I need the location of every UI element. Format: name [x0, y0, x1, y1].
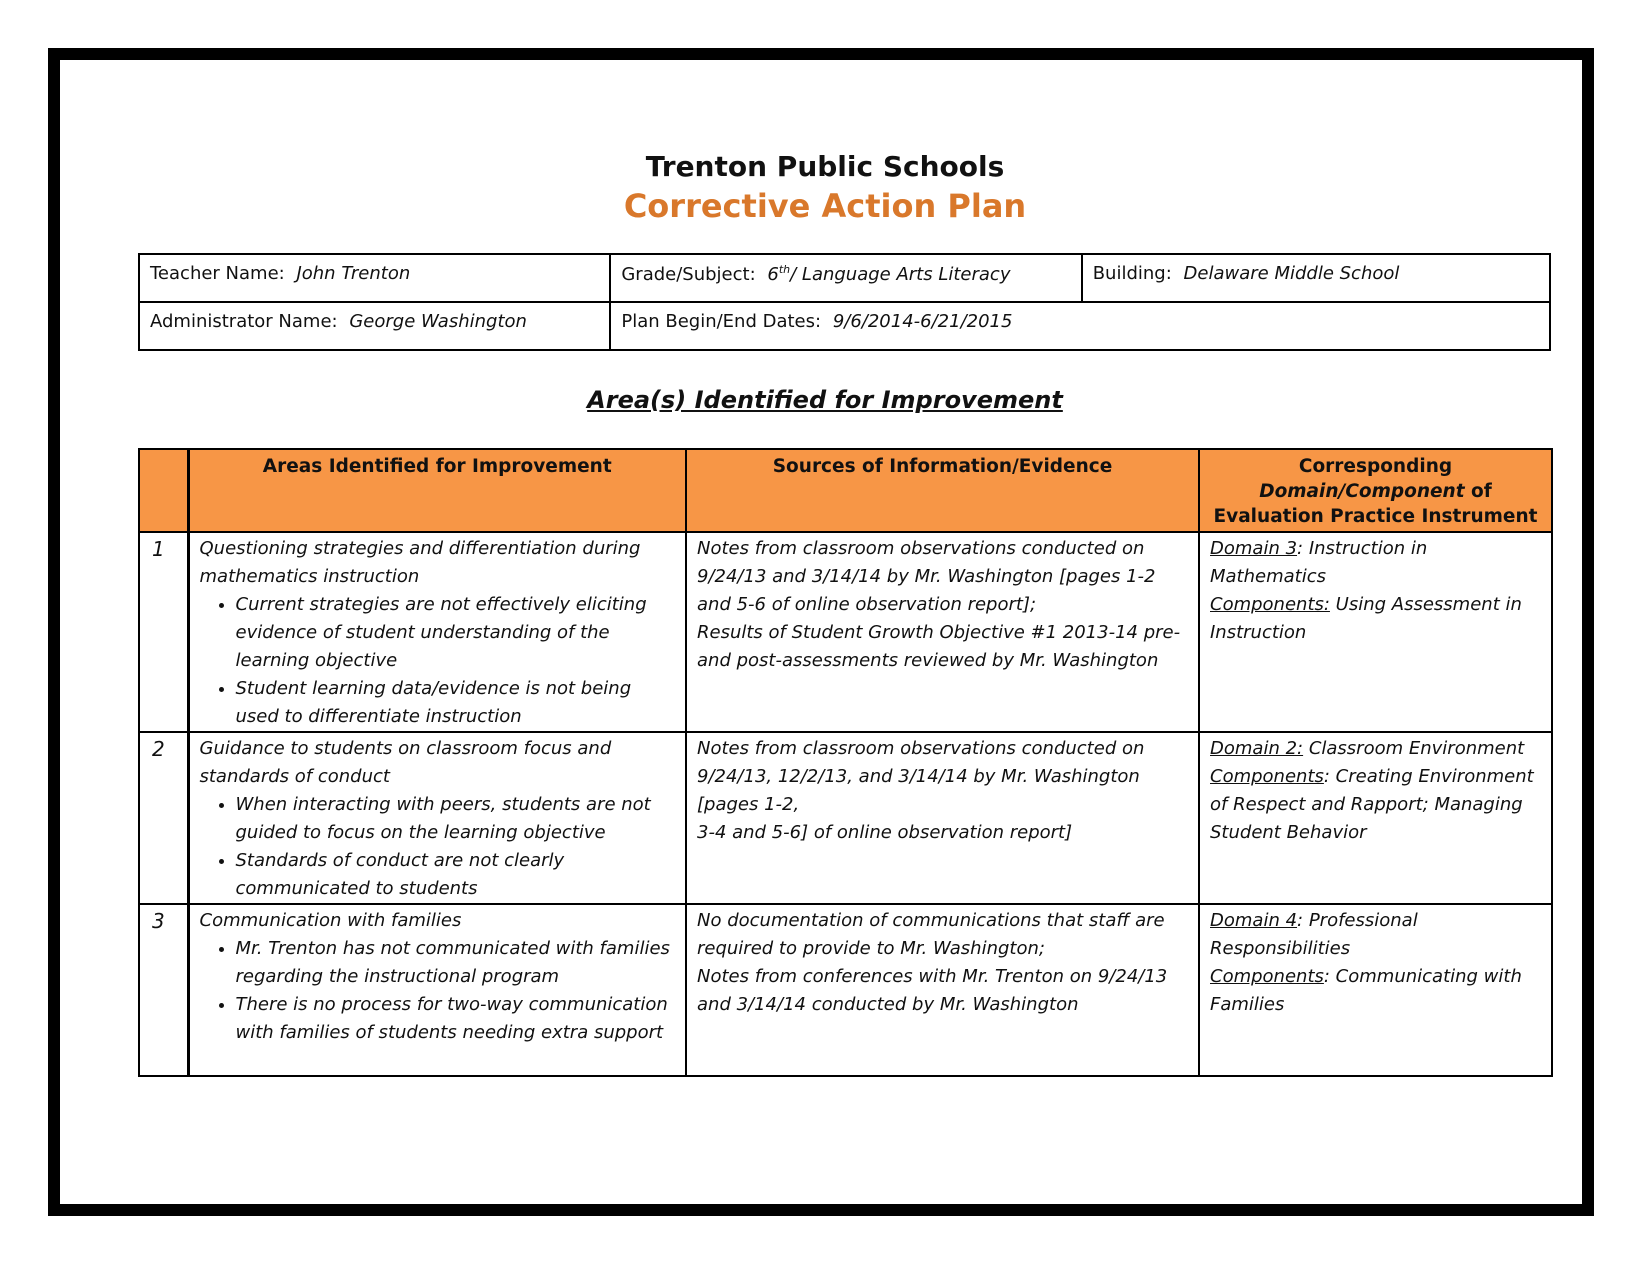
sources-cell — [686, 904, 1199, 1076]
teacher-name-cell — [139, 254, 610, 302]
document-header — [0, 148, 1650, 226]
sources-header: Sources of Information/Evidence — [686, 449, 1199, 532]
source-text: 3-4 and 5-6] of online observation report] — [697, 822, 1073, 843]
domain-label: Domain 3 — [1210, 538, 1298, 559]
components-text: Using Assessment in Instruction — [1210, 594, 1522, 643]
components-label: Components — [1210, 766, 1324, 787]
area-bullet: • Mr. Trenton has not communicated with families regarding the instructional program — [236, 935, 676, 991]
building-cell — [1082, 254, 1550, 302]
domain-label: Domain 4 — [1210, 910, 1298, 931]
school-name: Trenton Public Schools — [645, 150, 1005, 183]
plan-dates-label: Plan Begin/End Dates: — [621, 311, 822, 332]
table-header-row — [139, 449, 1552, 532]
domain-label: Domain 2: — [1210, 738, 1304, 759]
domain-cell — [1199, 904, 1552, 1076]
area-bullet: • There is no process for two-way communication with families of students needing extra support — [236, 991, 676, 1047]
area-cell — [188, 904, 686, 1076]
table-row — [139, 732, 1552, 904]
domain-header — [1199, 449, 1552, 532]
grade-number: 6 — [767, 264, 779, 285]
source-text: No documentation of communications that staff are required to provide to Mr. Washington; — [697, 910, 1165, 959]
area-bullets — [200, 935, 676, 1047]
grade-subject-cell — [610, 254, 1081, 302]
index-header — [139, 449, 188, 532]
plan-dates-value: 9/6/2014-6/21/2015 — [832, 311, 1013, 332]
domain-cell — [1199, 732, 1552, 904]
grade-subject-value — [761, 264, 1010, 285]
area-bullet: • Standards of conduct are not clearly communicated to students — [236, 847, 676, 903]
sources-cell — [686, 732, 1199, 904]
source-text: Notes from classroom observations conducted on 9/24/13, 12/2/13, and 3/14/14 by Mr. Washington [pages 1-2, — [697, 738, 1145, 815]
building-label: Building: — [1092, 263, 1172, 284]
components-label: Components — [1210, 966, 1324, 987]
teacher-name-label: Teacher Name: — [150, 263, 285, 284]
grade-subject-label: Grade/Subject: — [621, 264, 756, 285]
area-cell — [188, 532, 686, 732]
domain-text: Classroom Environment — [1303, 738, 1525, 759]
area-bullet: • Current strategies are not effectively eliciting evidence of student understanding of the learning objective — [236, 591, 676, 675]
administrator-cell — [139, 302, 610, 350]
section-title: Area(s) Identified for Improvement — [587, 386, 1063, 414]
domain-header-line3: Evaluation Practice Instrument — [1213, 506, 1538, 527]
improvement-areas-table — [138, 448, 1553, 1077]
area-cell — [188, 732, 686, 904]
grade-suffix: th — [778, 263, 791, 276]
area-bullets — [200, 791, 676, 903]
domain-cell — [1199, 532, 1552, 732]
administrator-value: George Washington — [349, 311, 527, 332]
area-text: Questioning strategies and differentiation during mathematics instruction — [199, 538, 641, 587]
source-text: Notes from conferences with Mr. Trenton on 9/24/13 and 3/14/14 conducted by Mr. Washington — [697, 966, 1168, 1015]
area-text: Communication with families — [199, 910, 462, 931]
plan-dates-cell — [610, 302, 1550, 350]
domain-text: : Professional Responsibilities — [1210, 910, 1418, 959]
plan-title: Corrective Action Plan — [623, 187, 1027, 225]
domain-text: : Instruction in Mathematics — [1210, 538, 1428, 587]
table-row — [139, 904, 1552, 1076]
row-number: 2 — [139, 732, 188, 904]
source-text: Notes from classroom observations conducted on 9/24/13 and 3/14/14 by Mr. Washington [pages 1-2 and 5-6 of online observation report]; — [697, 538, 1156, 615]
components-text: : Creating Environment of Respect and Rapport; Managing Student Behavior — [1210, 766, 1534, 843]
subject-text: / Language Arts Literacy — [790, 264, 1011, 285]
row-number: 3 — [139, 904, 188, 1076]
row-number: 1 — [139, 532, 188, 732]
area-bullet: • When interacting with peers, students are not guided to focus on the learning objective — [236, 791, 676, 847]
teacher-info-table — [138, 253, 1551, 351]
area-bullets — [200, 591, 676, 731]
domain-header-line1: Corresponding — [1298, 456, 1453, 477]
components-label: Components: — [1210, 594, 1330, 615]
administrator-label: Administrator Name: — [150, 311, 338, 332]
components-text: : Communicating with Families — [1210, 966, 1522, 1015]
domain-header-of: of — [1464, 481, 1492, 502]
sources-cell — [686, 532, 1199, 732]
area-text: Guidance to students on classroom focus and standards of conduct — [199, 738, 612, 787]
source-text: Results of Student Growth Objective #1 2013-14 pre- and post-assessments reviewed by Mr. Washington — [697, 622, 1181, 671]
domain-header-line2: Domain/Component — [1259, 481, 1465, 502]
building-value: Delaware Middle School — [1183, 263, 1400, 284]
areas-header: Areas Identified for Improvement — [188, 449, 686, 532]
teacher-name-value: John Trenton — [296, 263, 411, 284]
table-row — [139, 532, 1552, 732]
area-bullet: • Student learning data/evidence is not being used to differentiate instruction — [236, 675, 676, 731]
